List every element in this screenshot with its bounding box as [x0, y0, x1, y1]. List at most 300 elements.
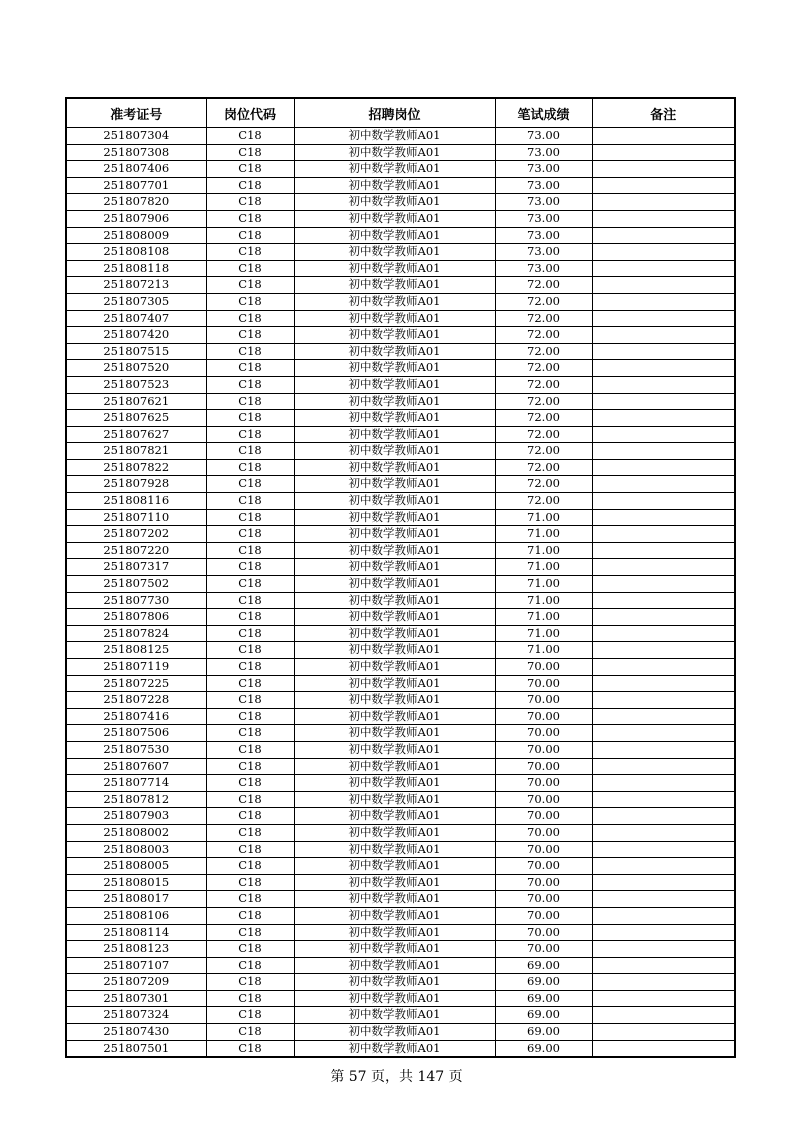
table-row — [66, 493, 735, 510]
exam-id-cell: 251807701 — [66, 177, 206, 194]
remarks-cell — [592, 310, 735, 327]
table-row — [66, 659, 735, 676]
remarks-cell — [592, 907, 735, 924]
remarks-cell — [592, 161, 735, 178]
score-cell: 70.00 — [495, 941, 592, 958]
remarks-cell — [592, 841, 735, 858]
remarks-cell — [592, 410, 735, 427]
remarks-cell — [592, 144, 735, 161]
remarks-cell — [592, 177, 735, 194]
post-name-cell: 初中数学教师A01 — [294, 741, 495, 758]
exam-id-cell: 251807305 — [66, 293, 206, 310]
post-code-cell: C18 — [206, 177, 294, 194]
post-name-cell: 初中数学教师A01 — [294, 808, 495, 825]
post-code-cell: C18 — [206, 343, 294, 360]
score-cell: 72.00 — [495, 343, 592, 360]
table-row — [66, 559, 735, 576]
table-row — [66, 592, 735, 609]
post-code-cell: C18 — [206, 758, 294, 775]
score-cell: 71.00 — [495, 576, 592, 593]
exam-id-cell: 251808123 — [66, 941, 206, 958]
post-name-cell: 初中数学教师A01 — [294, 907, 495, 924]
score-cell: 69.00 — [495, 990, 592, 1007]
table-row — [66, 924, 735, 941]
post-name-cell: 初中数学教师A01 — [294, 1024, 495, 1041]
table-row — [66, 775, 735, 792]
post-code-cell: C18 — [206, 277, 294, 294]
table-row — [66, 974, 735, 991]
remarks-cell — [592, 675, 735, 692]
remarks-cell — [592, 194, 735, 211]
score-cell: 72.00 — [495, 277, 592, 294]
table-row — [66, 360, 735, 377]
remarks-cell — [592, 974, 735, 991]
post-code-cell: C18 — [206, 293, 294, 310]
remarks-cell — [592, 576, 735, 593]
exam-id-cell: 251807906 — [66, 210, 206, 227]
remarks-cell — [592, 426, 735, 443]
post-name-cell: 初中数学教师A01 — [294, 791, 495, 808]
remarks-cell — [592, 708, 735, 725]
remarks-cell — [592, 808, 735, 825]
post-code-cell: C18 — [206, 128, 294, 145]
post-name-cell: 初中数学教师A01 — [294, 990, 495, 1007]
remarks-cell — [592, 1007, 735, 1024]
post-code-cell: C18 — [206, 741, 294, 758]
post-name-cell: 初中数学教师A01 — [294, 891, 495, 908]
table-row — [66, 459, 735, 476]
post-code-cell: C18 — [206, 775, 294, 792]
score-cell: 70.00 — [495, 874, 592, 891]
score-cell: 70.00 — [495, 741, 592, 758]
score-cell: 70.00 — [495, 692, 592, 709]
table-row — [66, 443, 735, 460]
post-name-cell: 初中数学教师A01 — [294, 144, 495, 161]
post-name-cell: 初中数学教师A01 — [294, 642, 495, 659]
table-row — [66, 791, 735, 808]
post-code-cell: C18 — [206, 210, 294, 227]
post-code-cell: C18 — [206, 376, 294, 393]
post-name-cell: 初中数学教师A01 — [294, 775, 495, 792]
post-code-cell: C18 — [206, 260, 294, 277]
header-post-code: 岗位代码 — [206, 98, 294, 128]
post-code-cell: C18 — [206, 144, 294, 161]
exam-id-cell: 251807621 — [66, 393, 206, 410]
score-cell: 71.00 — [495, 509, 592, 526]
post-code-cell: C18 — [206, 1040, 294, 1057]
remarks-cell — [592, 758, 735, 775]
post-name-cell: 初中数学教师A01 — [294, 941, 495, 958]
exam-id-cell: 251807407 — [66, 310, 206, 327]
exam-id-cell: 251808114 — [66, 924, 206, 941]
post-code-cell: C18 — [206, 592, 294, 609]
score-cell: 70.00 — [495, 775, 592, 792]
header-remarks: 备注 — [592, 98, 735, 128]
remarks-cell — [592, 128, 735, 145]
post-code-cell: C18 — [206, 1024, 294, 1041]
table-header-row — [66, 98, 735, 128]
post-code-cell: C18 — [206, 675, 294, 692]
remarks-cell — [592, 443, 735, 460]
score-cell: 72.00 — [495, 476, 592, 493]
table-row — [66, 526, 735, 543]
post-name-cell: 初中数学教师A01 — [294, 559, 495, 576]
table-row — [66, 824, 735, 841]
exam-id-cell: 251807730 — [66, 592, 206, 609]
post-code-cell: C18 — [206, 692, 294, 709]
post-name-cell: 初中数学教师A01 — [294, 1040, 495, 1057]
remarks-cell — [592, 791, 735, 808]
table-row — [66, 642, 735, 659]
table-row — [66, 990, 735, 1007]
table-row — [66, 941, 735, 958]
remarks-cell — [592, 327, 735, 344]
post-name-cell: 初中数学教师A01 — [294, 360, 495, 377]
table-row — [66, 210, 735, 227]
remarks-cell — [592, 924, 735, 941]
table-row — [66, 260, 735, 277]
score-cell: 71.00 — [495, 592, 592, 609]
post-name-cell: 初中数学教师A01 — [294, 459, 495, 476]
table-row — [66, 576, 735, 593]
exam-id-cell: 251807119 — [66, 659, 206, 676]
post-code-cell: C18 — [206, 526, 294, 543]
post-name-cell: 初中数学教师A01 — [294, 227, 495, 244]
exam-id-cell: 251807317 — [66, 559, 206, 576]
exam-id-cell: 251807228 — [66, 692, 206, 709]
post-name-cell: 初中数学教师A01 — [294, 260, 495, 277]
exam-id-cell: 251807824 — [66, 625, 206, 642]
post-code-cell: C18 — [206, 559, 294, 576]
remarks-cell — [592, 609, 735, 626]
remarks-cell — [592, 260, 735, 277]
table-row — [66, 542, 735, 559]
exam-id-cell: 251807324 — [66, 1007, 206, 1024]
table-row — [66, 327, 735, 344]
exam-id-cell: 251807110 — [66, 509, 206, 526]
post-code-cell: C18 — [206, 360, 294, 377]
post-name-cell: 初中数学教师A01 — [294, 609, 495, 626]
remarks-cell — [592, 1024, 735, 1041]
page-footer: 第 57 页，共 147 页 — [330, 1069, 463, 1085]
score-cell: 70.00 — [495, 675, 592, 692]
post-name-cell: 初中数学教师A01 — [294, 924, 495, 941]
post-code-cell: C18 — [206, 990, 294, 1007]
table-row — [66, 244, 735, 261]
remarks-cell — [592, 642, 735, 659]
post-name-cell: 初中数学教师A01 — [294, 443, 495, 460]
remarks-cell — [592, 360, 735, 377]
post-code-cell: C18 — [206, 393, 294, 410]
score-cell: 72.00 — [495, 459, 592, 476]
remarks-cell — [592, 957, 735, 974]
score-cell: 72.00 — [495, 293, 592, 310]
table-row — [66, 177, 735, 194]
score-cell: 70.00 — [495, 841, 592, 858]
table-row — [66, 343, 735, 360]
post-code-cell: C18 — [206, 161, 294, 178]
exam-id-cell: 251808118 — [66, 260, 206, 277]
header-post-name: 招聘岗位 — [294, 98, 495, 128]
post-name-cell: 初中数学教师A01 — [294, 526, 495, 543]
header-exam-id: 准考证号 — [66, 98, 206, 128]
score-cell: 72.00 — [495, 393, 592, 410]
exam-id-cell: 251807220 — [66, 542, 206, 559]
remarks-cell — [592, 692, 735, 709]
post-code-cell: C18 — [206, 625, 294, 642]
exam-id-cell: 251807430 — [66, 1024, 206, 1041]
exam-id-cell: 251807304 — [66, 128, 206, 145]
remarks-cell — [592, 659, 735, 676]
post-code-cell: C18 — [206, 310, 294, 327]
exam-id-cell: 251807714 — [66, 775, 206, 792]
score-table — [65, 97, 736, 1058]
post-code-cell: C18 — [206, 891, 294, 908]
exam-id-cell: 251807202 — [66, 526, 206, 543]
remarks-cell — [592, 542, 735, 559]
remarks-cell — [592, 293, 735, 310]
table-row — [66, 310, 735, 327]
table-row — [66, 957, 735, 974]
remarks-cell — [592, 459, 735, 476]
exam-id-cell: 251807607 — [66, 758, 206, 775]
exam-id-cell: 251807213 — [66, 277, 206, 294]
table-row — [66, 144, 735, 161]
remarks-cell — [592, 277, 735, 294]
table-row — [66, 874, 735, 891]
score-cell: 69.00 — [495, 1007, 592, 1024]
remarks-cell — [592, 210, 735, 227]
post-name-cell: 初中数学教师A01 — [294, 244, 495, 261]
post-name-cell: 初中数学教师A01 — [294, 161, 495, 178]
exam-id-cell: 251807225 — [66, 675, 206, 692]
post-name-cell: 初中数学教师A01 — [294, 576, 495, 593]
score-cell: 69.00 — [495, 1024, 592, 1041]
exam-id-cell: 251807416 — [66, 708, 206, 725]
post-code-cell: C18 — [206, 874, 294, 891]
post-code-cell: C18 — [206, 642, 294, 659]
post-name-cell: 初中数学教师A01 — [294, 410, 495, 427]
exam-id-cell: 251807822 — [66, 459, 206, 476]
post-name-cell: 初中数学教师A01 — [294, 509, 495, 526]
exam-id-cell: 251808017 — [66, 891, 206, 908]
post-name-cell: 初中数学教师A01 — [294, 824, 495, 841]
exam-id-cell: 251807820 — [66, 194, 206, 211]
post-name-cell: 初中数学教师A01 — [294, 675, 495, 692]
score-cell: 69.00 — [495, 974, 592, 991]
post-name-cell: 初中数学教师A01 — [294, 128, 495, 145]
post-code-cell: C18 — [206, 576, 294, 593]
post-code-cell: C18 — [206, 924, 294, 941]
post-name-cell: 初中数学教师A01 — [294, 708, 495, 725]
score-cell: 73.00 — [495, 128, 592, 145]
post-name-cell: 初中数学教师A01 — [294, 974, 495, 991]
exam-id-cell: 251808002 — [66, 824, 206, 841]
table-row — [66, 227, 735, 244]
exam-id-cell: 251807308 — [66, 144, 206, 161]
remarks-cell — [592, 775, 735, 792]
score-cell: 72.00 — [495, 327, 592, 344]
exam-id-cell: 251808015 — [66, 874, 206, 891]
table-row — [66, 128, 735, 145]
exam-id-cell: 251807625 — [66, 410, 206, 427]
score-cell: 73.00 — [495, 144, 592, 161]
post-code-cell: C18 — [206, 1007, 294, 1024]
post-code-cell: C18 — [206, 725, 294, 742]
score-cell: 70.00 — [495, 891, 592, 908]
table-row — [66, 393, 735, 410]
score-cell: 70.00 — [495, 924, 592, 941]
score-cell: 71.00 — [495, 542, 592, 559]
post-code-cell: C18 — [206, 609, 294, 626]
remarks-cell — [592, 227, 735, 244]
post-name-cell: 初中数学教师A01 — [294, 725, 495, 742]
table-row — [66, 426, 735, 443]
post-name-cell: 初中数学教师A01 — [294, 659, 495, 676]
remarks-cell — [592, 741, 735, 758]
exam-id-cell: 251807501 — [66, 1040, 206, 1057]
remarks-cell — [592, 509, 735, 526]
remarks-cell — [592, 725, 735, 742]
post-code-cell: C18 — [206, 327, 294, 344]
exam-id-cell: 251807515 — [66, 343, 206, 360]
score-cell: 71.00 — [495, 642, 592, 659]
score-cell: 69.00 — [495, 957, 592, 974]
score-cell: 70.00 — [495, 907, 592, 924]
post-name-cell: 初中数学教师A01 — [294, 493, 495, 510]
post-name-cell: 初中数学教师A01 — [294, 277, 495, 294]
post-code-cell: C18 — [206, 244, 294, 261]
remarks-cell — [592, 592, 735, 609]
exam-id-cell: 251807107 — [66, 957, 206, 974]
remarks-cell — [592, 393, 735, 410]
table-row — [66, 708, 735, 725]
remarks-cell — [592, 493, 735, 510]
post-name-cell: 初中数学教师A01 — [294, 426, 495, 443]
post-code-cell: C18 — [206, 493, 294, 510]
remarks-cell — [592, 891, 735, 908]
score-cell: 72.00 — [495, 360, 592, 377]
score-cell: 73.00 — [495, 194, 592, 211]
exam-id-cell: 251807502 — [66, 576, 206, 593]
remarks-cell — [592, 376, 735, 393]
table-row — [66, 609, 735, 626]
score-cell: 72.00 — [495, 443, 592, 460]
post-code-cell: C18 — [206, 791, 294, 808]
score-cell: 73.00 — [495, 161, 592, 178]
post-code-cell: C18 — [206, 941, 294, 958]
remarks-cell — [592, 526, 735, 543]
remarks-cell — [592, 824, 735, 841]
table-row — [66, 410, 735, 427]
score-sheet — [65, 97, 734, 1058]
exam-id-cell: 251808106 — [66, 907, 206, 924]
exam-id-cell: 251808005 — [66, 858, 206, 875]
table-row — [66, 509, 735, 526]
score-cell: 70.00 — [495, 824, 592, 841]
post-name-cell: 初中数学教师A01 — [294, 874, 495, 891]
score-cell: 71.00 — [495, 609, 592, 626]
table-row — [66, 758, 735, 775]
score-cell: 73.00 — [495, 177, 592, 194]
post-name-cell: 初中数学教师A01 — [294, 758, 495, 775]
table-row — [66, 476, 735, 493]
score-cell: 72.00 — [495, 410, 592, 427]
post-code-cell: C18 — [206, 426, 294, 443]
table-row — [66, 891, 735, 908]
exam-id-cell: 251807209 — [66, 974, 206, 991]
exam-id-cell: 251807928 — [66, 476, 206, 493]
exam-id-cell: 251807420 — [66, 327, 206, 344]
table-row — [66, 808, 735, 825]
post-code-cell: C18 — [206, 443, 294, 460]
exam-id-cell: 251807806 — [66, 609, 206, 626]
post-code-cell: C18 — [206, 824, 294, 841]
table-row — [66, 675, 735, 692]
post-name-cell: 初中数学教师A01 — [294, 310, 495, 327]
post-code-cell: C18 — [206, 858, 294, 875]
exam-id-cell: 251807520 — [66, 360, 206, 377]
score-cell: 70.00 — [495, 808, 592, 825]
score-cell: 70.00 — [495, 659, 592, 676]
remarks-cell — [592, 858, 735, 875]
remarks-cell — [592, 990, 735, 1007]
remarks-cell — [592, 559, 735, 576]
exam-id-cell: 251807903 — [66, 808, 206, 825]
score-cell: 72.00 — [495, 426, 592, 443]
score-cell: 71.00 — [495, 526, 592, 543]
remarks-cell — [592, 476, 735, 493]
post-name-cell: 初中数学教师A01 — [294, 858, 495, 875]
post-code-cell: C18 — [206, 542, 294, 559]
post-code-cell: C18 — [206, 410, 294, 427]
post-name-cell: 初中数学教师A01 — [294, 327, 495, 344]
score-cell: 70.00 — [495, 791, 592, 808]
score-cell: 71.00 — [495, 559, 592, 576]
score-cell: 73.00 — [495, 227, 592, 244]
table-row — [66, 625, 735, 642]
exam-id-cell: 251808003 — [66, 841, 206, 858]
post-code-cell: C18 — [206, 476, 294, 493]
exam-id-cell: 251807406 — [66, 161, 206, 178]
score-cell: 72.00 — [495, 376, 592, 393]
exam-id-cell: 251808108 — [66, 244, 206, 261]
table-row — [66, 741, 735, 758]
remarks-cell — [592, 1040, 735, 1057]
post-name-cell: 初中数学教师A01 — [294, 592, 495, 609]
score-cell: 73.00 — [495, 210, 592, 227]
post-code-cell: C18 — [206, 227, 294, 244]
post-code-cell: C18 — [206, 708, 294, 725]
table-row — [66, 1024, 735, 1041]
exam-id-cell: 251807301 — [66, 990, 206, 1007]
post-name-cell: 初中数学教师A01 — [294, 194, 495, 211]
table-row — [66, 277, 735, 294]
header-written-score: 笔试成绩 — [495, 98, 592, 128]
post-name-cell: 初中数学教师A01 — [294, 177, 495, 194]
post-code-cell: C18 — [206, 509, 294, 526]
table-row — [66, 692, 735, 709]
exam-id-cell: 251807530 — [66, 741, 206, 758]
post-name-cell: 初中数学教师A01 — [294, 343, 495, 360]
remarks-cell — [592, 244, 735, 261]
exam-id-cell: 251807506 — [66, 725, 206, 742]
post-name-cell: 初中数学教师A01 — [294, 393, 495, 410]
post-name-cell: 初中数学教师A01 — [294, 625, 495, 642]
table-row — [66, 293, 735, 310]
post-code-cell: C18 — [206, 459, 294, 476]
exam-id-cell: 251808009 — [66, 227, 206, 244]
